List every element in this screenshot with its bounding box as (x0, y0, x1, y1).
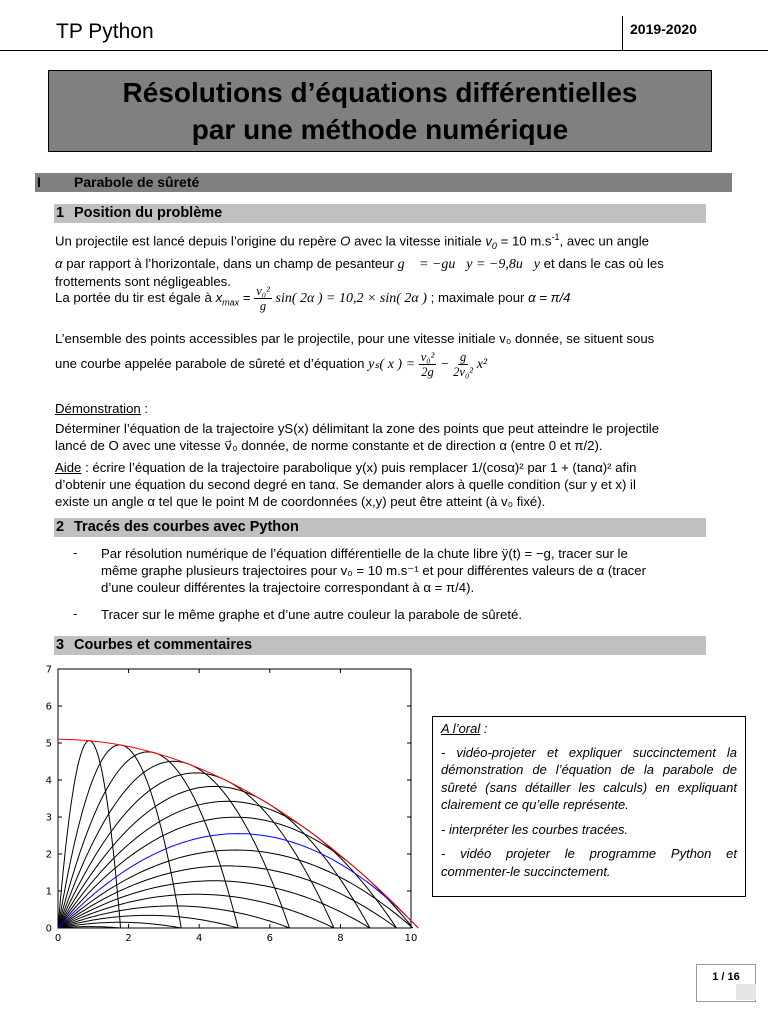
p3-frac2-num: g (459, 350, 467, 364)
p3-x-squared: x² (476, 356, 488, 372)
y-tick-label: 4 (45, 775, 52, 787)
aide-line1: : écrire l’équation de la trajectoire parabolique y(x) puis remplacer 1/(cosα)² par 1 + (tanα)² afin (81, 460, 637, 475)
subsection-2-title: Tracés des courbes avec Python (74, 519, 299, 535)
page-number: 1 / 16 (712, 971, 740, 983)
aide-line3: existe un angle α tel que le point M de coordonnées (x,y) peut être atteint (à v₀ fixé). (55, 494, 546, 509)
p2-fraction-den: g (259, 299, 267, 313)
p2-equal: = (239, 289, 255, 305)
aide-line2: d’obtenir une équation du second degré en tanα. Se demander alors à quelle condition (sur y et x) il (55, 477, 636, 492)
x-tick-label: 2 (125, 933, 132, 944)
main-title-line1: Résolutions d’équations différentielles (122, 77, 638, 108)
p3-fraction-1 (419, 350, 437, 379)
p2-text-f: ; maximale pour (426, 289, 529, 305)
p1-v-index: 0 (491, 241, 497, 252)
section-number: I (37, 174, 41, 190)
subsection-1-title: Position du problème (74, 205, 223, 221)
paragraph-safety-line1: L’ensemble des points accessibles par le projectile, pour une vitesse initiale v₀ donnée, se situent sous (55, 331, 655, 346)
y-tick-label: 6 (45, 701, 52, 713)
subsection-1-heading (54, 204, 706, 223)
p1-text-a: Un projectile est lancé depuis l’origine du repère (55, 233, 341, 249)
oral-box (432, 716, 746, 897)
demo-line2: lancé de O avec une vitesse v⃗₀ donnée, de norme constante et de direction α (entre 0 et π/2). (55, 438, 603, 453)
bullet-1-line2: même graphe plusieurs trajectoires pour v₀ = 10 m.s⁻¹ et pour différentes valeurs de α (tracer (101, 563, 646, 578)
header-separator (622, 16, 623, 51)
oral-colon: : (480, 721, 488, 736)
plot-frame (58, 669, 411, 928)
subsection-3-title: Courbes et commentaires (74, 637, 253, 653)
p2-text-a: La portée du tir est égale à (55, 289, 216, 305)
oral-item-3: - vidéo projeter le programme Python et commenter-le succinctement. (441, 846, 737, 879)
y-tick-label: 0 (45, 923, 52, 935)
main-title-line2: par une méthode numérique (191, 114, 569, 145)
oral-item-2: - interpréter les courbes tracées. (441, 821, 629, 837)
oral-title: A l’oral (441, 721, 481, 736)
x-tick-label: 4 (196, 933, 203, 944)
subsection-2-heading (54, 518, 706, 537)
y-tick-label: 7 (45, 664, 52, 676)
p1-value: = 10 m.s (496, 233, 552, 249)
p1-text-m: frottements sont négligeables. (55, 274, 231, 290)
p1-gravity-formula: g⃗ = −gu⃗y = −9,8u⃗y (397, 257, 540, 273)
bullet-2: Tracer sur le même graphe et d’une autre couleur la parabole de sûreté. (101, 607, 523, 622)
bullet-dash-1: - (73, 545, 78, 560)
aide-text (55, 459, 705, 510)
subsection-3-number: 3 (56, 637, 65, 653)
p1-text-c: avec la vitesse initiale (350, 233, 486, 249)
p1-alpha: α (55, 256, 63, 272)
p2-max-angle: α = π/4 (528, 289, 571, 305)
p2-fraction (254, 284, 272, 313)
section-title: Parabole de sûreté (74, 174, 200, 190)
header-title: TP Python (56, 20, 154, 43)
p3-text-a: une courbe appelée parabole de sûreté et d’équation (55, 355, 369, 371)
p2-fraction-num: v₀² (256, 284, 270, 298)
p1-v: v (485, 233, 492, 249)
paragraph-problem (55, 229, 705, 290)
p3-fraction-2 (453, 350, 473, 379)
demo-line1: Déterminer l’équation de la trajectoire yS(x) délimitant la zone des points que peut atteindre le projectile (55, 421, 660, 436)
p2-formula: sin( 2α ) = 10,2 × sin( 2α ) (275, 290, 427, 306)
trajectory-chart (30, 660, 430, 950)
p1-origin: O (340, 233, 351, 249)
paragraph-range (55, 284, 705, 313)
bullet-1 (101, 545, 705, 596)
p1-text-j: par rapport à l’horizontale, dans un champ de pesanteur (62, 256, 398, 272)
oral-item-1: - vidéo-projeter et expliquer succinctement la démonstration de l’équation de la parabole de sûreté (sans détailler les calculs) en expliquant clairement ce qu’elle représente. (441, 744, 737, 812)
x-tick-label: 0 (54, 933, 62, 944)
aide-label: Aide (55, 460, 82, 475)
header-rule (0, 50, 768, 51)
header-year: 2019-2020 (630, 21, 697, 37)
p3-minus: − (440, 356, 450, 372)
main-title-box (48, 70, 712, 152)
demo-title: Démonstration (55, 401, 141, 416)
paragraph-safety-equation (55, 350, 705, 379)
bullet-dash-2: - (73, 606, 78, 621)
p1-exponent: -1 (551, 232, 560, 242)
y-tick-label: 1 (45, 886, 52, 898)
p3-frac1-num: v₀² (420, 350, 435, 364)
bullet-1-line3: d’une couleur différentes la trajectoire correspondant à α = π/4). (101, 580, 475, 595)
subsection-1-number: 1 (56, 205, 65, 221)
p1-text-h: , avec un angle (559, 233, 649, 249)
demo-heading (55, 400, 705, 417)
p3-frac2-den: 2v₀² (453, 365, 474, 379)
p2-x-index: max (222, 297, 240, 308)
x-tick-label: 10 (404, 933, 418, 944)
p2-x: x (215, 289, 223, 305)
y-tick-label: 3 (45, 812, 52, 824)
p1-text-l: et dans le cas où les (539, 256, 664, 272)
bullet-1-line1: Par résolution numérique de l’équation différentielle de la chute libre ÿ(t) = −g, tracer sur le (101, 546, 628, 561)
y-tick-label: 5 (45, 738, 52, 750)
p3-frac1-den: 2g (421, 365, 434, 379)
x-tick-label: 6 (266, 933, 273, 944)
demo-text (55, 420, 705, 454)
subsection-3-heading (54, 636, 706, 655)
section-heading (35, 173, 732, 192)
page-fold-corner (736, 984, 756, 1000)
demo-colon: : (140, 401, 149, 416)
p3-ys: yₛ( x ) = (368, 356, 416, 372)
x-tick-label: 8 (337, 933, 344, 944)
subsection-2-number: 2 (56, 519, 65, 535)
y-tick-label: 2 (45, 849, 52, 861)
